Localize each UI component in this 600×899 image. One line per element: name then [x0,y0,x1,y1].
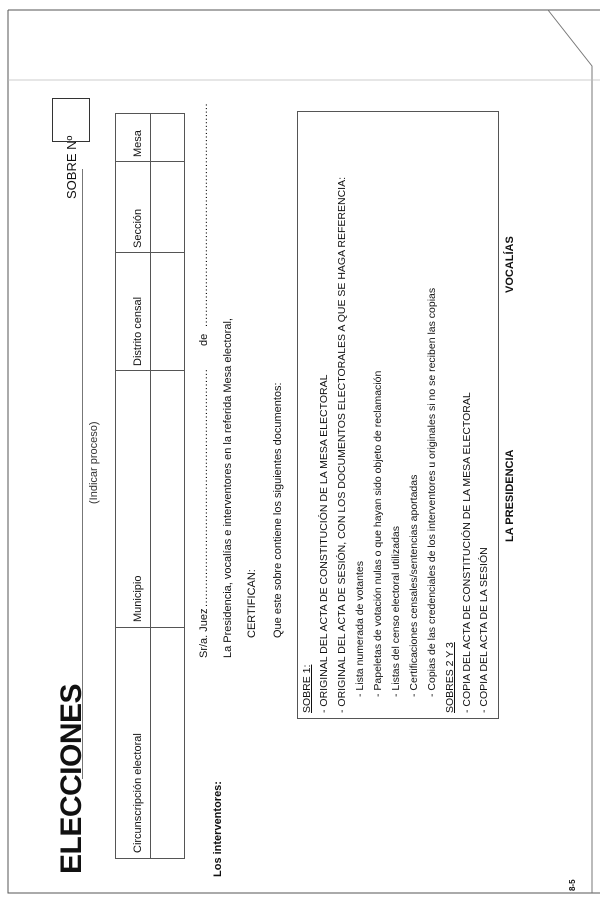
intro-text: La Presidencia, vocalías e interventores en la referida Mesa electoral, [222,318,234,658]
column-header-seccion: Sección [132,208,144,248]
column-header-circunscripcion: Circunscripción electoral [132,733,144,853]
column-header-distrito: Distrito censal [132,296,144,366]
interventores-label: Los interventores: [212,781,224,877]
page-title: ELECCIONES [55,683,88,874]
location-dots[interactable]: ............................................................... [198,102,210,327]
document-item: - ORIGINAL DEL ACTA DE CONSTITUCIÓN DE LA MESA ELECTORAL [318,374,330,713]
column-divider [116,161,184,162]
sobre-number-box[interactable] [52,98,90,142]
process-hint: (Indicar proceso) [88,421,100,504]
document-subitem: - Lista numerada de votantes [354,561,366,697]
form-code: 8-5 [568,879,577,891]
location-table [115,113,185,859]
judge-name-dots[interactable]: ................................................................... [198,368,210,607]
sobre-number-label: SOBRE Nº [64,135,79,199]
column-divider [116,252,184,253]
document-subitem: - Papeletas de votación nulas o que hayan sido objeto de reclamación [372,370,384,697]
process-fill-line [82,169,83,779]
salutation: Sr/a. Juez [198,608,210,658]
table-divider [150,114,151,858]
document-subitem: - Copias de las credenciales de los interventores u originales si no se reciben las copias [426,287,438,697]
certifican-text: CERTIFICAN: [246,569,258,638]
sobres23-heading: SOBRES 2 Y 3 [444,642,456,713]
sobre1-heading: SOBRE 1: [301,664,313,713]
document-subitem: - Certificaciones censales/sentencias aportadas [408,474,420,697]
column-header-mesa: Mesa [132,130,144,157]
column-header-municipio: Municipio [132,575,144,622]
document-item: - COPIA DEL ACTA DE LA SESIÓN [478,547,490,713]
document-item: - ORIGINAL DEL ACTA DE SESIÓN, CON LOS DOCUMENTOS ELECTORALES A QUE SE HAGA REFERENCIA: [336,176,348,713]
de-label: de [198,333,210,346]
column-divider [116,370,184,371]
document-subitem: - Listas del censo electoral utilizadas [390,525,402,697]
vocalias-signature-label: VOCALÍAS [504,236,516,293]
contains-text: Que este sobre contiene los siguientes documentos: [272,382,284,638]
column-divider [116,627,184,628]
document-item: - COPIA DEL ACTA DE CONSTITUCIÓN DE LA MESA ELECTORAL [461,392,473,713]
presidencia-signature-label: LA PRESIDENCIA [504,449,516,542]
